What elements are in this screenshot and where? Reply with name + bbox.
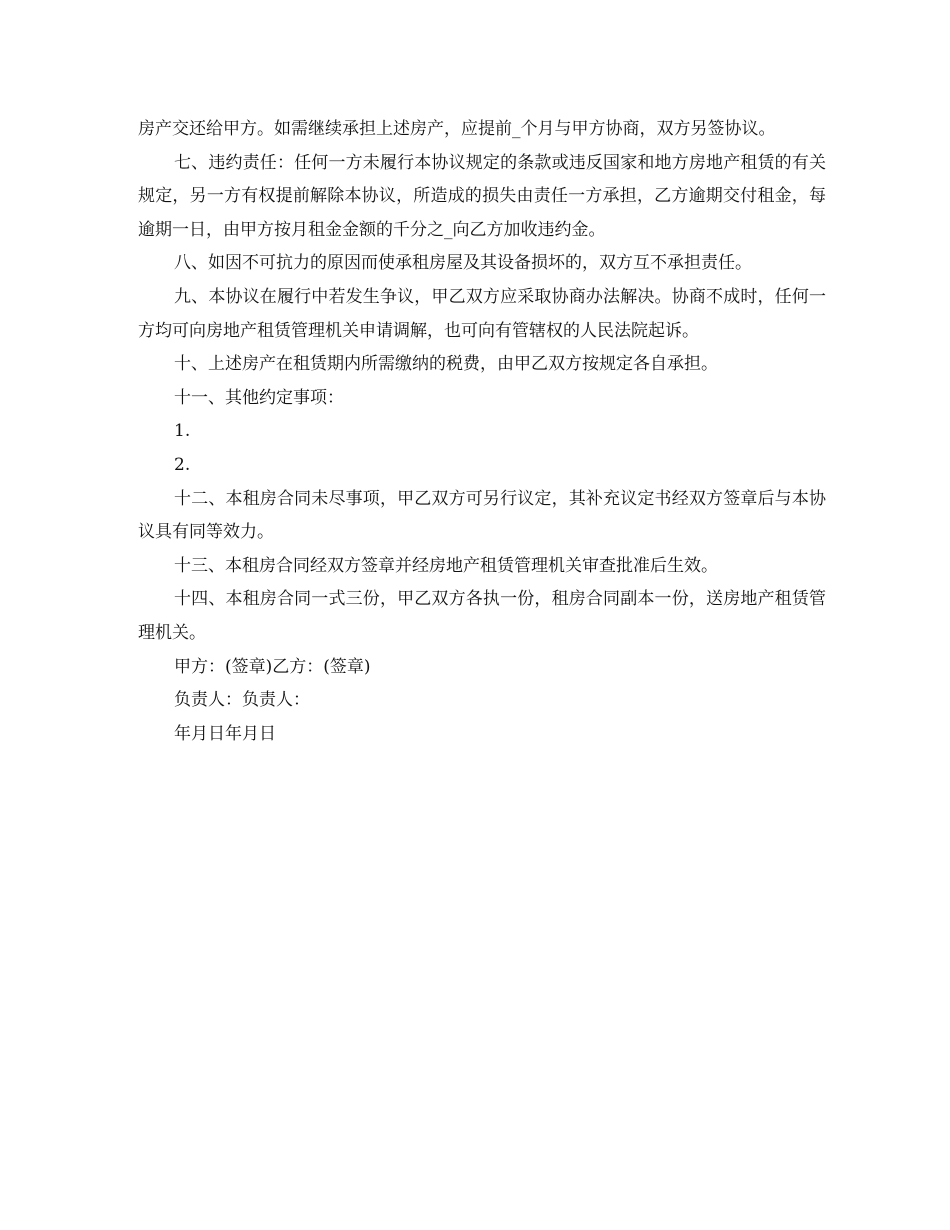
paragraph-dispute-resolution: 九、本协议在履行中若发生争议，甲乙双方应采取协商办法解决。协商不成时，任何一方均可向房地产租赁管理机关申请调解，也可向有管辖权的人民法院起诉。 — [138, 286, 826, 341]
paragraph-copies: 十四、本租房合同一式三份，甲乙双方各执一份，租房合同副本一份，送房地产租赁管理机关。 — [138, 589, 826, 643]
other-terms-item-2: 2. — [174, 454, 191, 475]
other-terms-item-1: 1. — [174, 421, 191, 442]
paragraph-supplementary-agreement: 十二、本租房合同未尽事项，甲乙双方可另行议定，其补充议定书经双方签章后与本协议具有同等效力。 — [138, 488, 826, 543]
paragraph-breach-liability: 七、违约责任：任何一方未履行本协议规定的条款或违反国家和地方房地产租赁的有关规定，另一方有权提前解除本协议，所造成的损失由责任一方承担，乙方逾期交付租金，每逾期一日，由甲方按月租金金额的千分之_向乙方加收违约金。 — [138, 152, 826, 240]
paragraph-other-terms: 十一、其他约定事项： — [174, 387, 344, 408]
signature-line-dates: 年月日年月日 — [174, 723, 276, 744]
paragraph-taxes: 十、上述房产在租赁期内所需缴纳的税费，由甲乙双方按规定各自承担。 — [174, 354, 718, 375]
signature-line-responsible: 负责人：负责人： — [174, 690, 310, 711]
signature-line-parties: 甲方：(签章)乙方：(签章) — [174, 656, 371, 677]
paragraph-continuation-return-property: 房产交还给甲方。如需继续承担上述房产，应提前_个月与甲方协商，双方另签协议。 — [138, 119, 776, 139]
document-body — [138, 113, 826, 751]
paragraph-effectiveness: 十三、本租房合同经双方签章并经房地产租赁管理机关审查批准后生效。 — [174, 555, 718, 576]
paragraph-force-majeure: 八、如因不可抗力的原因而使承租房屋及其设备损坏的，双方互不承担责任。 — [174, 253, 752, 274]
